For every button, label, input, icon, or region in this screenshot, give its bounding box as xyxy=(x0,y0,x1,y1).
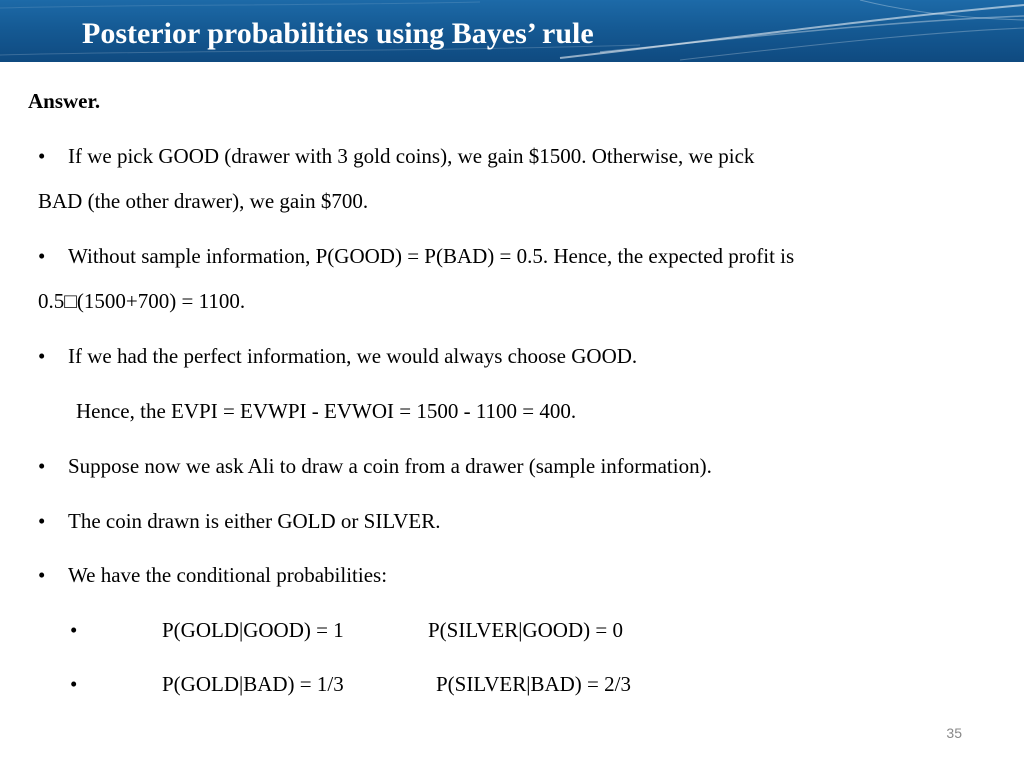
paragraph-6: We have the conditional probabilities: xyxy=(68,563,388,587)
prob-gold-good: P(GOLD|GOOD) = 1 xyxy=(162,618,344,642)
slide-number: 35 xyxy=(946,725,962,741)
paragraph-1-line-2: BAD (the other drawer), we gain $700. xyxy=(38,189,369,213)
bullet-marker: • xyxy=(38,344,46,368)
bullet-marker: • xyxy=(38,244,46,268)
prob-gold-bad: P(GOLD|BAD) = 1/3 xyxy=(162,672,344,696)
paragraph-2-line-2: 0.5□(1500+700) = 1100. xyxy=(38,289,246,313)
paragraph-3-line-1: If we had the perfect information, we would always choose GOOD. xyxy=(68,344,638,368)
sub-bullet-marker: • xyxy=(70,672,78,696)
sub-bullet-marker: • xyxy=(70,618,78,642)
paragraph-4: Suppose now we ask Ali to draw a coin from a drawer (sample information). xyxy=(68,454,712,478)
bullet-marker: • xyxy=(38,509,46,533)
paragraph-2-line-1: Without sample information, P(GOOD) = P(BAD) = 0.5. Hence, the expected profit is xyxy=(68,244,795,268)
slide-title: Posterior probabilities using Bayes’ rule xyxy=(82,17,594,50)
prob-silver-good: P(SILVER|GOOD) = 0 xyxy=(428,618,623,642)
bullet-marker: • xyxy=(38,454,46,478)
paragraph-3-line-2: Hence, the EVPI = EVWPI - EVWOI = 1500 - 1100 = 400. xyxy=(76,399,577,423)
prob-silver-bad: P(SILVER|BAD) = 2/3 xyxy=(436,672,631,696)
bullet-marker: • xyxy=(38,144,46,168)
paragraph-1-line-1: If we pick GOOD (drawer with 3 gold coins), we gain $1500. Otherwise, we pick xyxy=(68,144,755,168)
paragraph-5: The coin drawn is either GOLD or SILVER. xyxy=(68,509,441,533)
answer-heading: Answer. xyxy=(28,89,101,113)
bullet-marker: • xyxy=(38,563,46,587)
